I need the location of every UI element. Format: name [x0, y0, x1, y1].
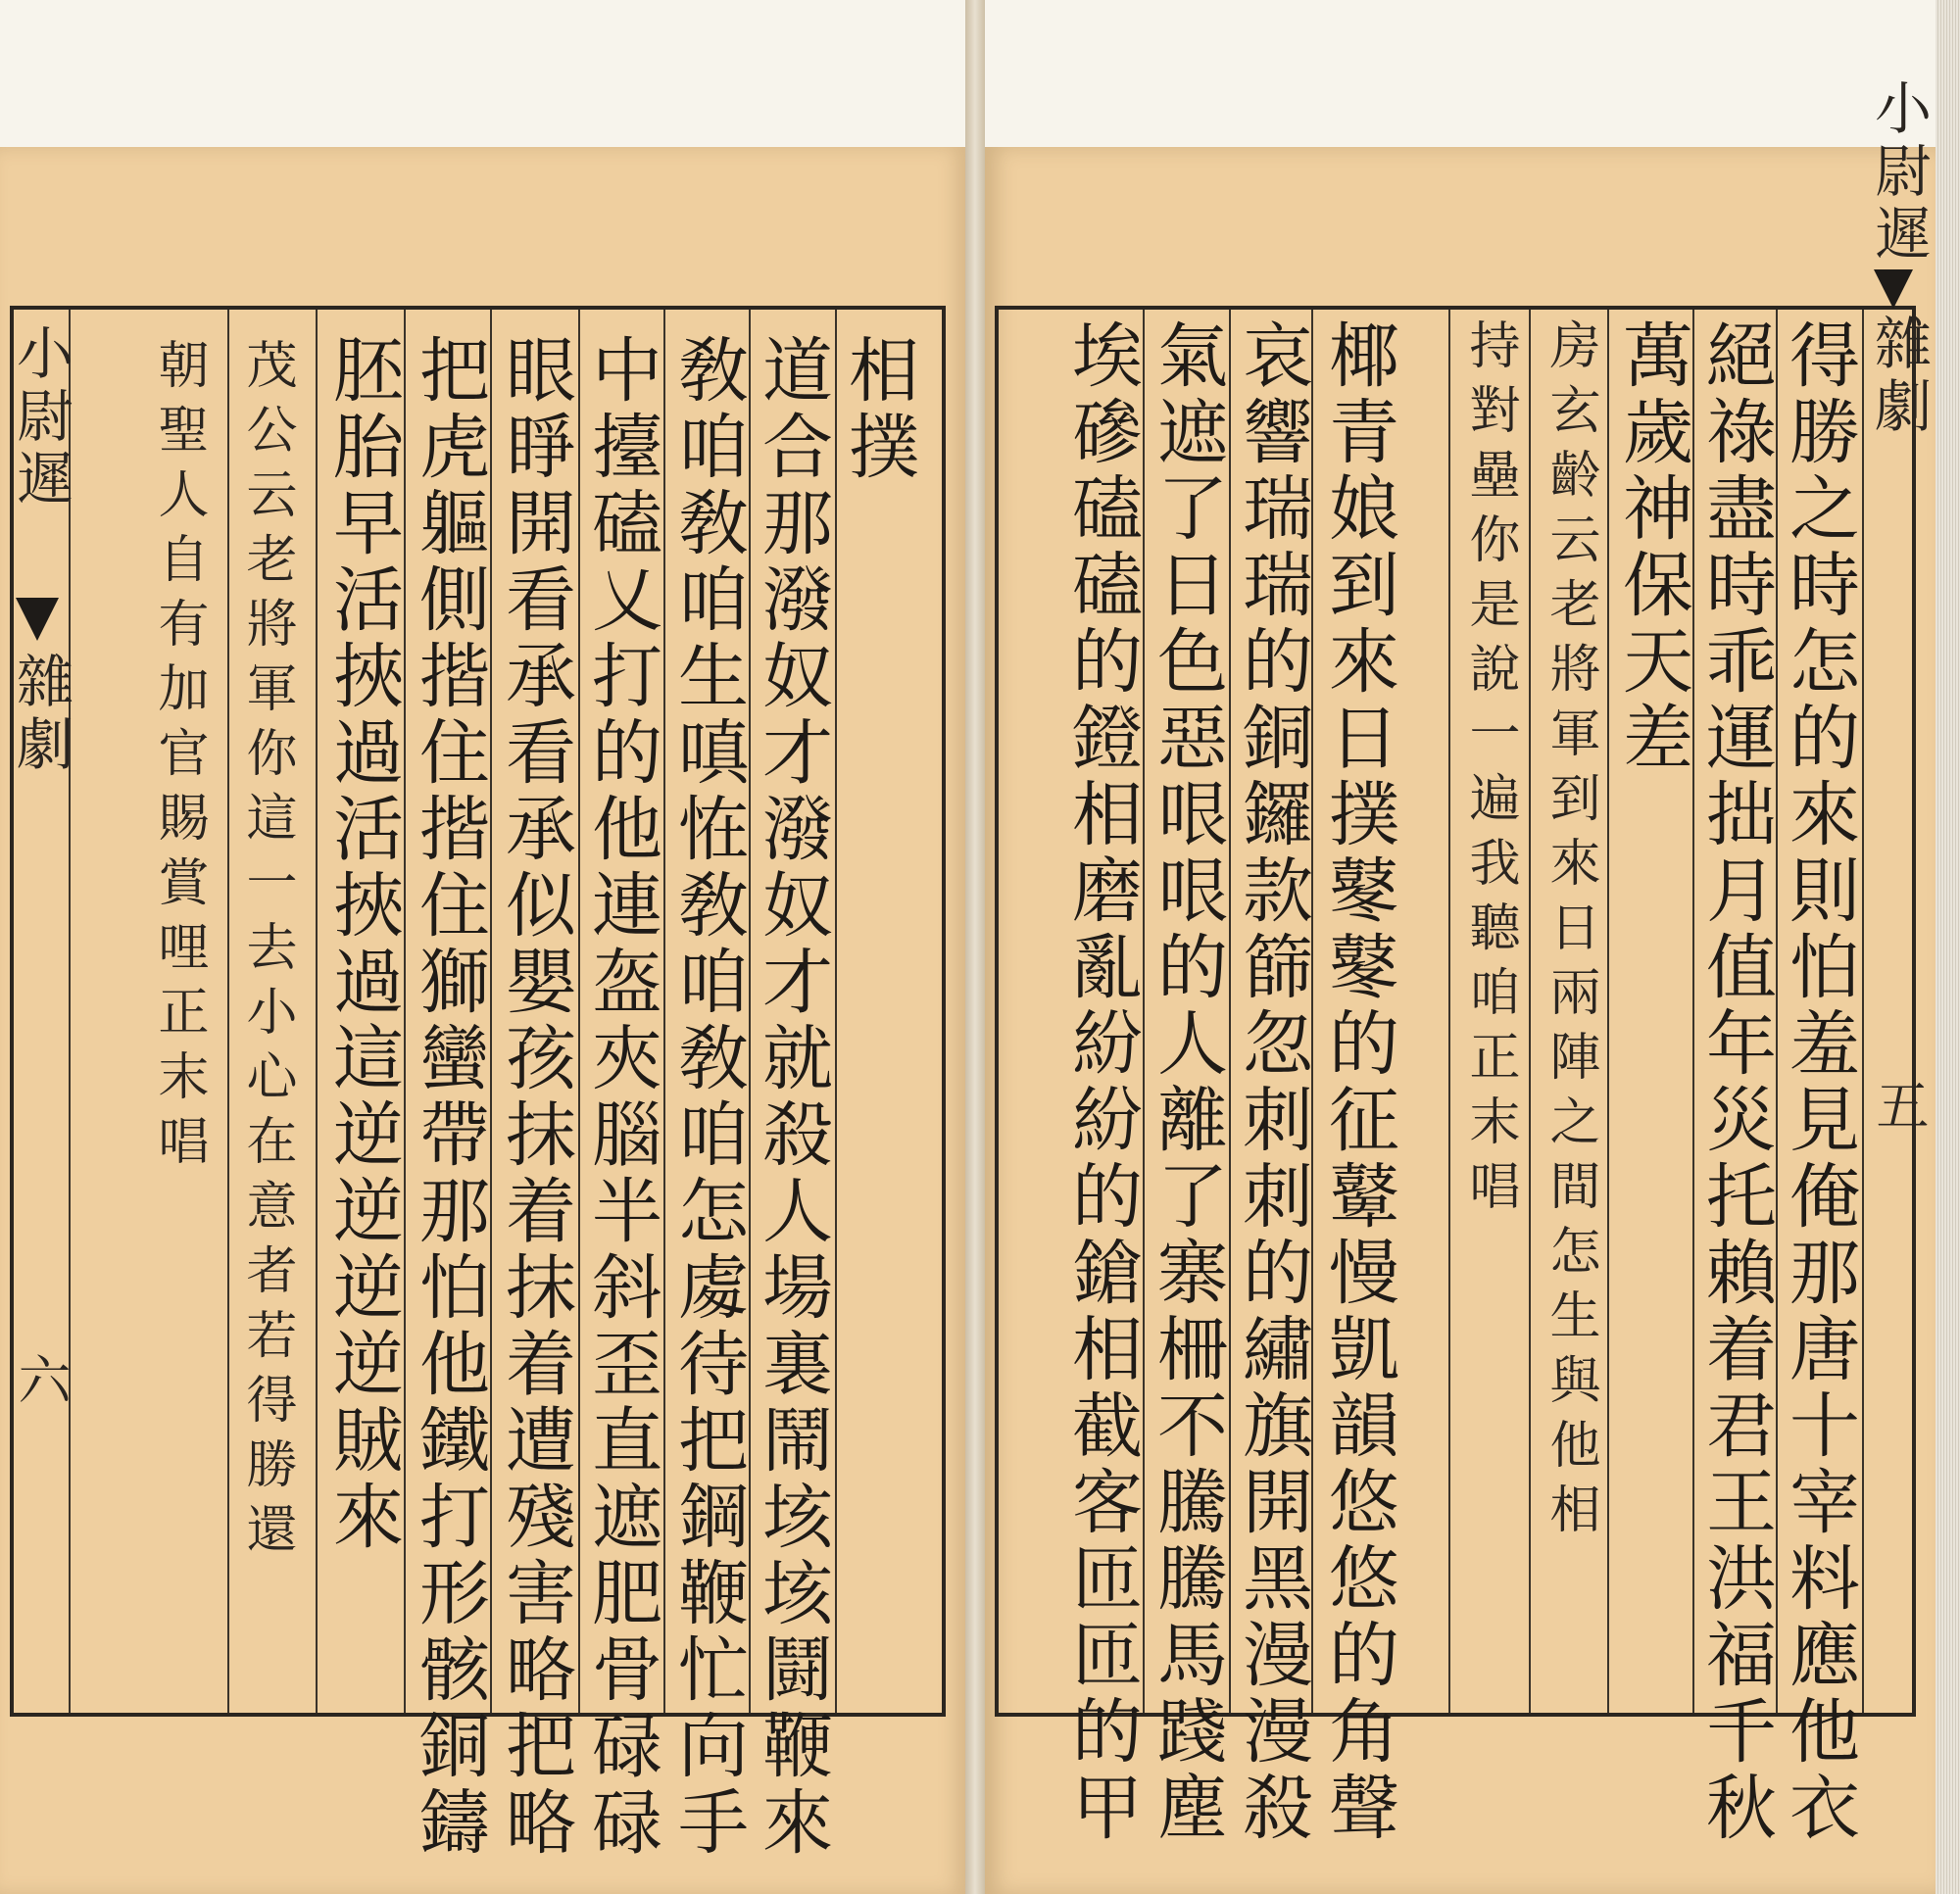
stage-direction-column: 房玄齡云老將軍到來日兩陣之間怎生與他相 [1541, 318, 1599, 1547]
column-rule [1448, 310, 1450, 1713]
text-column: 胚胎早活挾過活挾過這逆逆逆逆賊來 [321, 333, 404, 1556]
column-rule [490, 310, 492, 1713]
left-folio-number: 六 [10, 1352, 72, 1411]
column-rule [1529, 310, 1531, 1713]
column-rule [227, 310, 229, 1713]
column-rule [578, 310, 580, 1713]
text-column: 埃磣磕磕的鐙相磨亂紛紛的鎗相截客匝匝的甲 [1060, 318, 1143, 1847]
text-column: 萬歲神保天差 [1611, 318, 1693, 777]
column-rule [316, 310, 318, 1713]
left-header-section: 雜劇 [7, 652, 74, 777]
text-column: 把虎軀側揩住揩住獅蠻帶那怕他鐵打形骸銅鑄 [408, 333, 490, 1862]
text-column: 得勝之時怎的來則怕羞見俺那唐十宰料應他衣 [1778, 318, 1860, 1847]
book-gutter [965, 0, 985, 1894]
right-header-section: 雜劇 [1865, 314, 1932, 439]
stage-direction-column: 茂公云老將軍你這一去小心在意者若得勝還 [237, 338, 296, 1567]
right-page-top-margin [985, 0, 1936, 147]
text-column: 椰青娘到來日撲鼕鼕的征鼙慢凱韻悠悠的角聲 [1317, 318, 1399, 1847]
right-folio-number: 五 [1868, 1078, 1930, 1137]
text-column: 敎咱敎咱生嗔恠敎咱敎咱怎䖏待把鋼鞭忙向手 [666, 333, 749, 1862]
stage-direction-column: 朝聖人自有加官賜賞哩正末唱 [149, 338, 208, 1179]
tune-title-column: 相撲 [837, 333, 919, 486]
column-rule [404, 310, 406, 1713]
page-stack-edge [1936, 0, 1960, 1894]
column-rule [835, 310, 837, 1713]
text-column: 道合那潑奴才潑奴才就殺人場裏鬧垓垓鬪鞭來 [751, 333, 833, 1862]
text-column: 中擡磕乂打的他連盔夾腦半斜歪直遮肥骨碌碌 [580, 333, 662, 1862]
left-sidebar-divider [69, 310, 71, 1713]
text-column: 眼睜開看承看承似嬰孩抹着抹着遭殘害略把略 [494, 333, 576, 1862]
column-rule [1229, 310, 1231, 1713]
right-sidebar-divider [1862, 310, 1864, 1713]
column-rule [663, 310, 665, 1713]
stage-direction-column: 持對壘你是說一遍我聽咱正末唱 [1460, 318, 1519, 1224]
left-header-title: 小尉遲 [7, 323, 74, 511]
right-header-title: 小尉遲 [1865, 78, 1932, 267]
column-rule [749, 310, 751, 1713]
text-column: 氣遮了日色惡哏哏的人離了寨柵不騰騰馬踐塵 [1146, 318, 1228, 1847]
text-column: 哀響瑞瑞的銅鑼款篩忽刺刺的繡旗開黑漫漫殺 [1231, 318, 1313, 1847]
left-page-top-margin [0, 0, 965, 147]
text-column: 絕祿盡時乖運拙月值年災托賴着君王洪福千秋 [1694, 318, 1777, 1847]
column-rule [1143, 310, 1145, 1713]
column-rule [1607, 310, 1609, 1713]
